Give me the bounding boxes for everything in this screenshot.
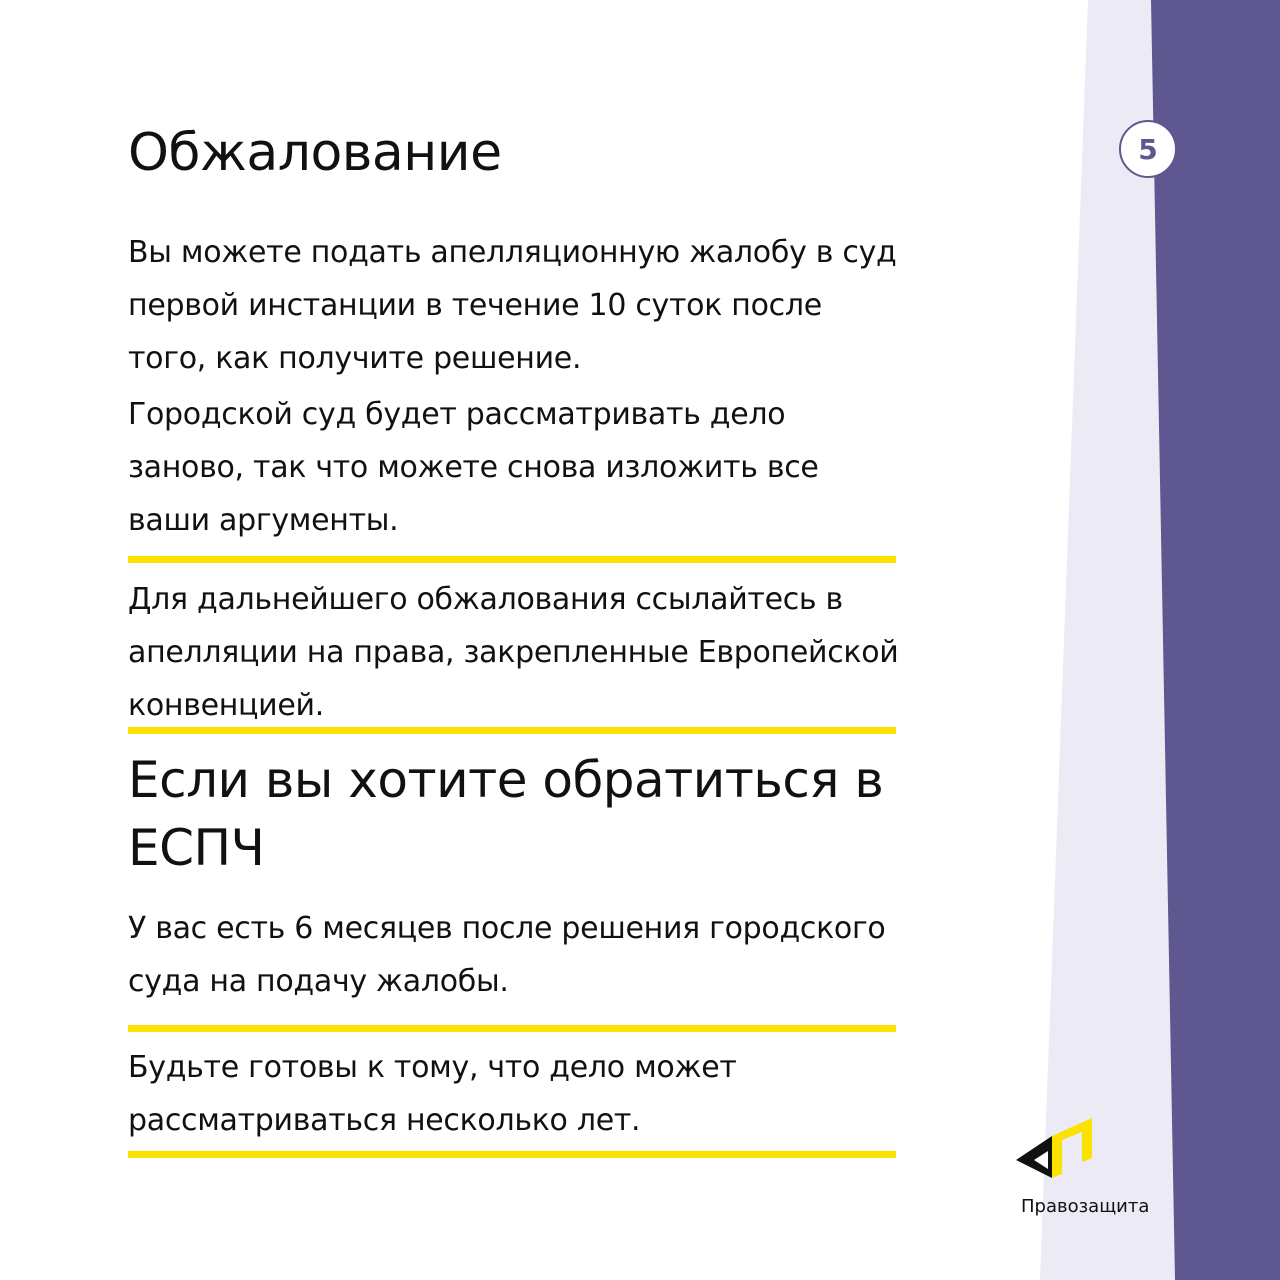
divider xyxy=(128,1025,896,1032)
pravozashchita-logo-icon xyxy=(1016,1118,1092,1180)
divider xyxy=(128,1151,896,1158)
page-number-badge: 5 xyxy=(1119,120,1177,178)
divider xyxy=(128,556,896,563)
brand-name: Правозащита xyxy=(1021,1196,1150,1217)
divider xyxy=(128,727,896,734)
echr-duration-text: Будьте готовы к тому, что дело может рассматриваться несколько лет. xyxy=(128,1050,737,1138)
appeal-deadline-text: Вы можете подать апелляционную жалобу в суд первой инстанции в течение 10 суток после того, как получите решение. xyxy=(128,235,897,376)
city-court-text: Городской суд будет рассматривать дело заново, так что можете снова изложить все ваши аргументы. xyxy=(128,397,819,538)
echr-heading: Если вы хотите обратиться в ЕСПЧ xyxy=(128,751,884,877)
convention-text: Для дальнейшего обжалования ссылайтесь в апелляции на права, закрепленные Европейской конвенцией. xyxy=(128,582,899,723)
page-title: Обжалование xyxy=(128,123,502,183)
echr-deadline-text: У вас есть 6 месяцев после решения городского суда на подачу жалобы. xyxy=(128,911,886,999)
